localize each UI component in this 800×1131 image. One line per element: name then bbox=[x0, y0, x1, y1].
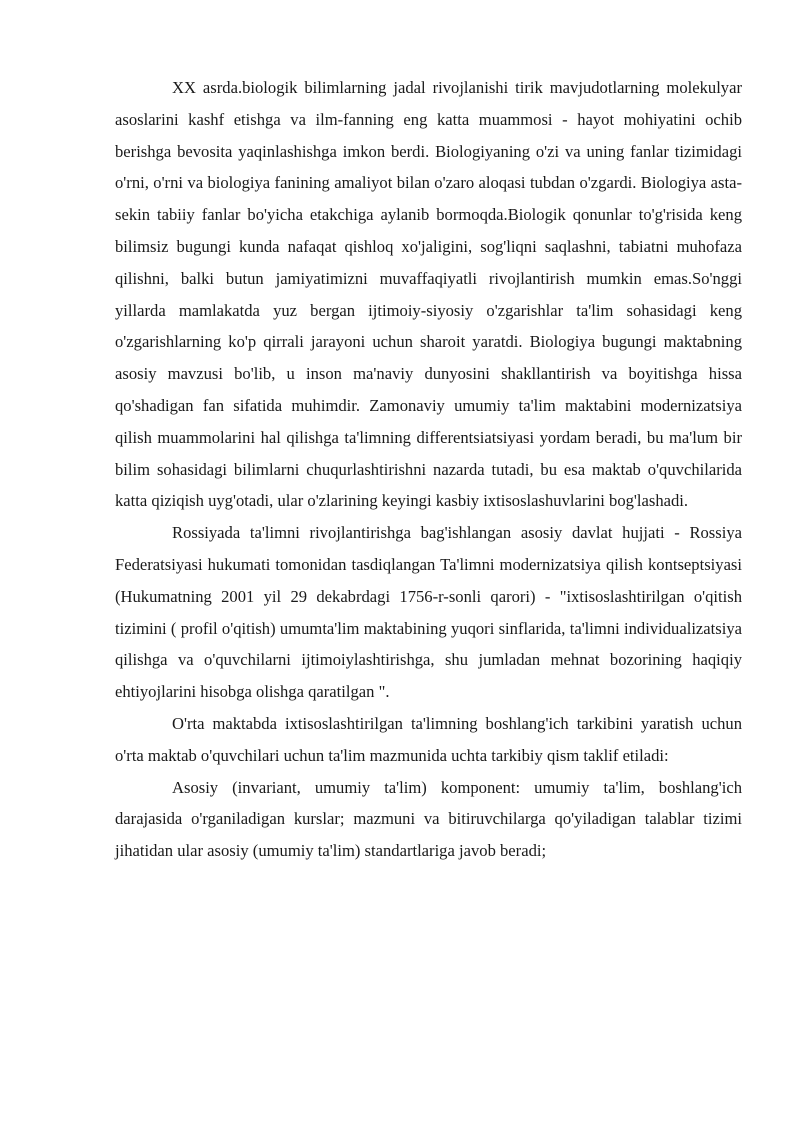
paragraph-1: XX asrda.biologik bilimlarning jadal rivojlanishi tirik mavjudotlarning molekulyar asoslarini kashf etishga va ilm-fanning eng katta muammosi - hayot mohiyatini ochib berishga bevosita yaqinlashishga imkon berdi. Biologiyaning o'zi va uning fanlar tizimidagi o'rni, o'rni va biologiya fanining amaliyot bilan o'zaro aloqasi tubdan o'zgardi. Biologiya asta-sekin tabiiy fanlar bo'yicha etakchiga aylanib bormoqda.Biologik qonunlar to'g'risida keng bilimsiz bugungi kunda nafaqat qishloq xo'jaligini, sog'liqni saqlashni, tabiatni muhofaza qilishni, balki butun jamiyatimizni muvaffaqiyatli rivojlantirish mumkin emas.So'nggi yillarda mamlakatda yuz bergan ijtimoiy-siyosiy o'zgarishlar ta'lim sohasidagi keng o'zgarishlarning ko'p qirrali jarayoni uchun sharoit yaratdi. Biologiya bugungi maktabning asosiy mavzusi bo'lib, u inson ma'naviy dunyosini shakllantirish va boyitishga hissa qo'shadigan fan sifatida muhimdir. Zamonaviy umumiy ta'lim maktabini modernizatsiya qilish muammolarini hal qilishga ta'limning differentsiatsiyasi yordam beradi, bu ma'lum bir bilim sohasidagi bilimlarni chuqurlashtirishni nazarda tutadi, bu esa maktab o'quvchilarida katta qiziqish uyg'otadi, ular o'zlarining keyingi kasbiy ixtisoslashuvlarini bog'lashadi. bbox=[115, 78, 742, 511]
document-body bbox=[115, 72, 742, 867]
paragraph-3: O'rta maktabda ixtisoslashtirilgan ta'limning boshlang'ich tarkibini yaratish uchun o'rta maktab o'quvchilari uchun ta'lim mazmunida uchta tarkibiy qism taklif etiladi: bbox=[115, 713, 742, 765]
paragraph-4: Asosiy (invariant, umumiy ta'lim) komponent: umumiy ta'lim, boshlang'ich darajasida o'rganiladigan kurslar; mazmuni va bitiruvchilarga qo'yiladigan talablar tizimi jihatidan ular asosiy (umumiy ta'lim) standartlariga javob beradi; bbox=[115, 777, 742, 861]
paragraph-2: Rossiyada ta'limni rivojlantirishga bag'ishlangan asosiy davlat hujjati - Rossiya Federatsiyasi hukumati tomonidan tasdiqlangan Ta'limni modernizatsiya qilish kontseptsiyasi (Hukumatning 2001 yil 29 dekabrdagi 1756-r-sonli qarori) - "ixtisoslashtirilgan o'qitish tizimini ( profil o'qitish) umumta'lim maktabining yuqori sinflarida, ta'limni individualizatsiya qilishga va o'quvchilarni ijtimoiylashtirishga, shu jumladan mehnat bozorining haqiqiy ehtiyojlarini hisobga olishga qaratilgan ". bbox=[115, 523, 742, 702]
